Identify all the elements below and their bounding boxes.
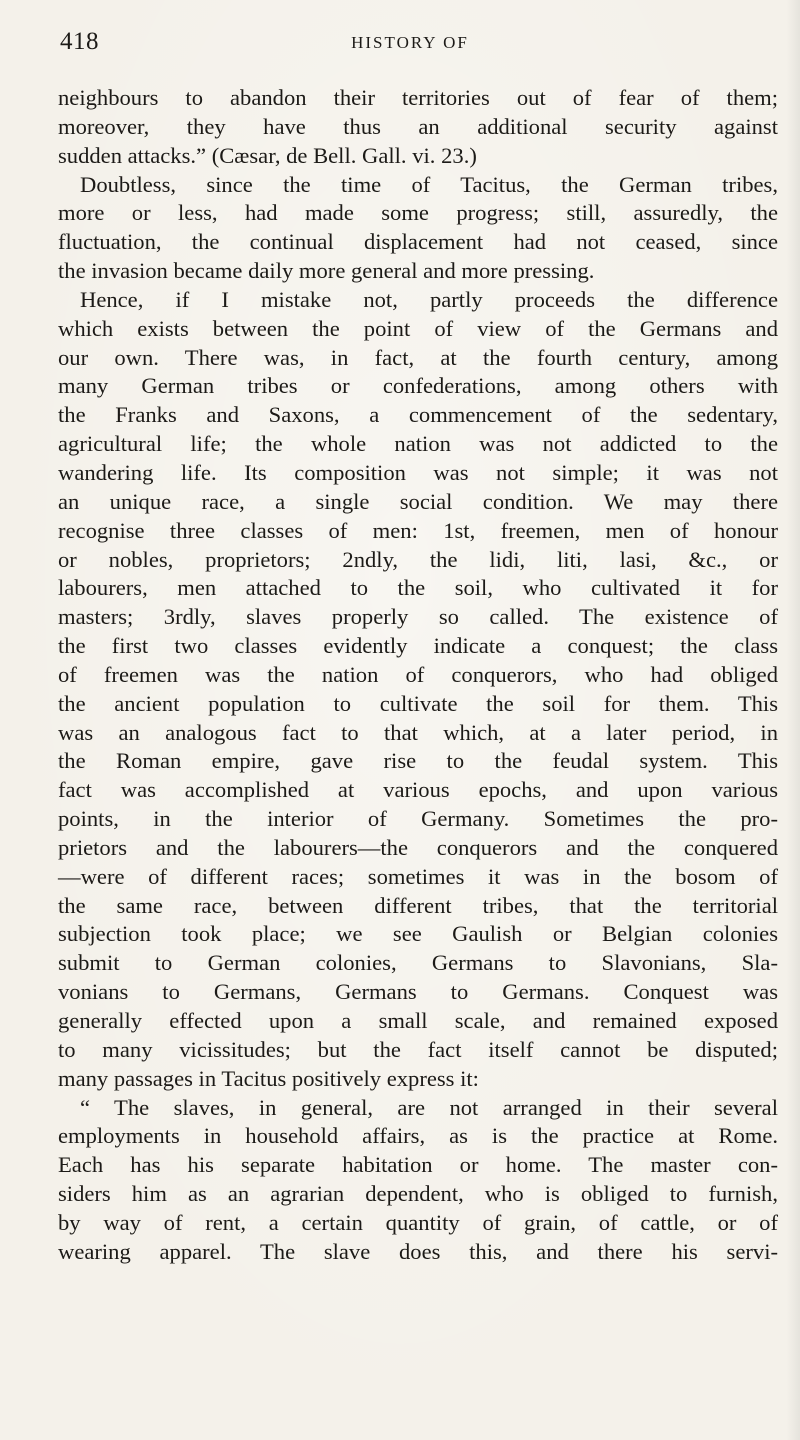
text-line: Hence, if I mistake not, partly proceeds the difference xyxy=(80,286,778,312)
text-line: to many vicissitudes; but the fact itself cannot be disputed; xyxy=(58,1036,778,1062)
text-line: fluctuation, the continual displacement had not ceased, since xyxy=(58,229,778,255)
text-line: submit to German colonies, Germans to Slavonians, Sla- xyxy=(58,950,778,976)
page-number: 418 xyxy=(60,28,99,55)
text-line: vonians to Germans, Germans to Germans. Conquest was xyxy=(58,979,778,1005)
text-line: recognise three classes of men: 1st, freemen, men of honour xyxy=(58,517,778,543)
text-line: wearing apparel. The slave does this, and there his servi- xyxy=(58,1238,778,1264)
text-line: Doubtless, since the time of Tacitus, the German tribes, xyxy=(80,171,778,197)
text-line: agricultural life; the whole nation was not addicted to the xyxy=(58,431,778,457)
text-line: —were of different races; sometimes it was in the bosom of xyxy=(58,863,778,889)
text-line: many passages in Tacitus positively express it: xyxy=(58,1065,479,1091)
text-line: masters; 3rdly, slaves properly so called. The existence of xyxy=(58,604,778,630)
text-line: neighbours to abandon their territories out of fear of them; xyxy=(58,85,778,110)
body-text xyxy=(58,84,778,1267)
text-line: Each has his separate habitation or home. The master con- xyxy=(58,1152,778,1178)
text-line: employments in household affairs, as is the practice at Rome. xyxy=(58,1123,778,1149)
page-edge-shadow xyxy=(786,0,800,1440)
running-head: HISTORY OF xyxy=(351,33,469,52)
text-line: sudden attacks.” (Cæsar, de Bell. Gall. vi. 23.) xyxy=(58,142,477,168)
text-line: of freemen was the nation of conquerors, who had obliged xyxy=(58,661,778,687)
text-line: our own. There was, in fact, at the fourth century, among xyxy=(58,344,778,370)
text-line: by way of rent, a certain quantity of grain, of cattle, or of xyxy=(58,1209,778,1235)
text-line: more or less, had made some progress; still, assuredly, the xyxy=(58,200,778,226)
text-line: moreover, they have thus an additional security against xyxy=(58,113,778,139)
text-line: the invasion became daily more general and more pressing. xyxy=(58,258,595,284)
text-line: prietors and the labourers—the conquerors and the conquered xyxy=(58,834,778,860)
text-line: the ancient population to cultivate the soil for them. This xyxy=(58,690,778,716)
text-line: points, in the interior of Germany. Sometimes the pro- xyxy=(58,806,778,832)
text-line: the Roman empire, gave rise to the feudal system. This xyxy=(58,748,778,774)
text-line: wandering life. Its composition was not simple; it was not xyxy=(58,459,778,485)
text-line: an unique race, a single social condition. We may there xyxy=(58,488,778,514)
text-line: the first two classes evidently indicate a conquest; the class xyxy=(58,633,778,659)
text-line: “ The slaves, in general, are not arranged in their several xyxy=(80,1094,778,1120)
text-line: fact was accomplished at various epochs, and upon various xyxy=(58,777,778,803)
text-line: generally effected upon a small scale, and remained exposed xyxy=(58,1008,778,1033)
page-header xyxy=(60,28,760,68)
text-line: the same race, between different tribes, that the territorial xyxy=(58,892,778,918)
text-line: or nobles, proprietors; 2ndly, the lidi, liti, lasi, &c., or xyxy=(58,546,778,572)
text-line: was an analogous fact to that which, at a later period, in xyxy=(58,719,778,745)
text-line: labourers, men attached to the soil, who cultivated it for xyxy=(58,575,778,601)
text-line: subjection took place; we see Gaulish or Belgian colonies xyxy=(58,921,778,947)
text-line: which exists between the point of view of the Germans and xyxy=(58,315,778,341)
text-line: siders him as an agrarian dependent, who is obliged to furnish, xyxy=(58,1181,778,1207)
text-line: many German tribes or confederations, among others with xyxy=(58,373,778,399)
text-line: the Franks and Saxons, a commencement of the sedentary, xyxy=(58,402,778,428)
